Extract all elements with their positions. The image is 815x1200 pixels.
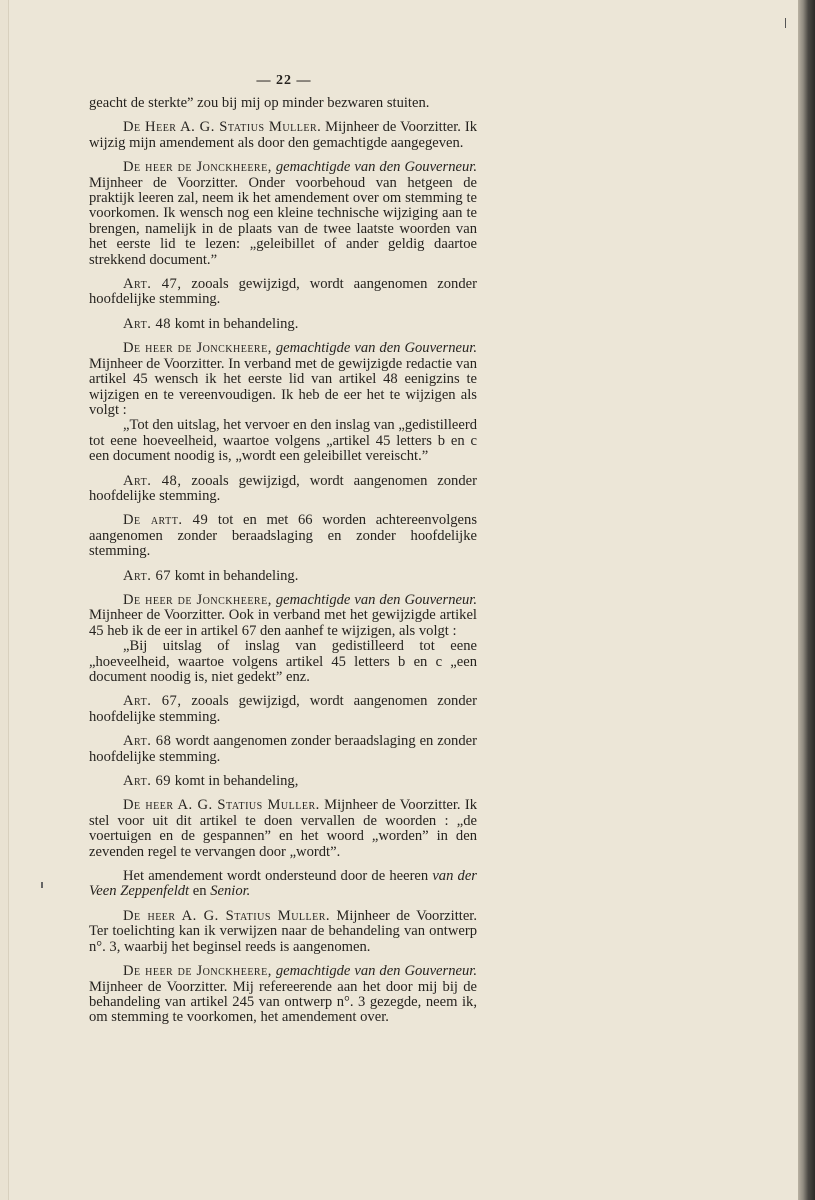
paragraph: Art. 67, zooals gewijzigd, wordt aangenomen zonder hoofdelijke stemming. [89,693,477,725]
quoted-text: „Bij uitslag of inslag van gedistilleerd tot eene „hoeveelheid, waartoe volgens artikel 45 letters b en c „een document noodig is, niet gedekt” enz. [89,638,477,685]
paragraph: Art. 48 komt in behandeling. [123,315,299,332]
paragraph: Art. 68 wordt aangenomen zonder beraadslaging en zonder hoofdelijke stemming. [89,733,477,765]
speaker-role: gemachtigde van den Gouverneur. [271,340,477,357]
paragraph: De heer de Jonckheere, gemachtigde van den Gouverneur. Mijnheer de Voorzitter. Mij refereerende aan het door mij bij de behandeling van artikel 245 van ontwerp n°. 3 gezegde, neem ik, om stemming te voorkomen, het amendement over. [89,963,477,1026]
speaker: De heer de Jonckheere, [123,591,272,608]
article-ref: De artt. 49 [123,512,209,529]
speaker: De heer de Jonckheere, [123,963,272,980]
speaker: De heer de Jonckheere, [123,340,272,357]
corner-mark [785,18,786,28]
book-spine-edge [798,0,815,1200]
speaker: De heer A. G. Statius Muller. [123,907,331,924]
article-ref: Art. 48 [123,315,172,332]
paragraph: Art. 47, zooals gewijzigd, wordt aangenomen zonder hoofdelijke stemming. [89,276,477,308]
paragraph: geacht de sterkte” zou bij mij op minder bezwaren stuiten. [89,95,430,111]
paragraph: Art. 67 komt in behandeling. [123,567,299,584]
article-ref: Art. 69 [123,773,172,790]
speaker-role: gemachtigde van den Gouverneur. [271,591,477,608]
member-names: Senior. [206,883,251,900]
paragraph: De Heer A. G. Statius Muller. Mijnheer de Voorzitter. Ik wijzig mijn amendement als door den gemachtigde aangegeven. [89,119,477,151]
margin-mark [41,882,43,888]
member-names: van der Veen Zeppenfeldt [89,868,477,900]
page-number: — 22 — [256,73,312,88]
article-ref: Art. 67, [123,693,182,710]
paragraph: De heer de Jonckheere, gemachtigde van den Gouverneur. Mijnheer de Voorzitter. In verband met de gewijzigde redactie van artikel 45 wensch ik het eerste lid van artikel 48 eenigzins te wijzigen en te vereenvoudigen. Ik heb de eer het te wijzigen als volgt : [89,340,477,418]
paragraph: De heer A. G. Statius Muller. Mijnheer de Voorzitter. Ter toelichting kan ik verwijzen naar de behandeling van ontwerp n°. 3, waarbij het beginsel reeds is aangenomen. [89,907,477,955]
paragraph: Het amendement wordt ondersteund door de heeren van der Veen Zeppenfeldt en Senior. [89,868,477,900]
article-ref: Art. 68 [123,733,172,750]
speaker: De heer A. G. Statius Muller. [123,797,320,814]
speaker: De heer de Jonckheere, [123,159,272,176]
speaker: De Heer A. G. Statius Muller. [123,119,322,136]
quoted-text: „Tot den uitslag, het vervoer en den inslag van „gedistilleerd tot eene hoeveelheid, waartoe volgens „artikel 45 letters b en c een document noodig is, „wordt een geleibillet vereischt.” [89,417,477,465]
page-body [89,96,477,1035]
paragraph: De artt. 49 tot en met 66 worden achtereenvolgens aangenomen zonder beraadslaging en zonder hoofdelijke stemming. [89,512,477,560]
paragraph: De heer de Jonckheere, gemachtigde van den Gouverneur. Mijnheer de Voorzitter. Onder voorbehoud van hetgeen de praktijk leeren zal, neem ik het amendement over om stemming te voorkomen. Ik wensch nog een kleine technische wijziging aan te brengen, namelijk in de plaats van de twee laatste woorden van het eerste lid te lezen: „geleibillet of ander geldig daartoe strekkend document.” [89,159,477,268]
paragraph: Art. 48, zooals gewijzigd, wordt aangenomen zonder hoofdelijke stemming. [89,472,477,504]
article-ref: Art. 47, [123,276,182,293]
article-ref: Art. 48, [123,472,182,489]
speaker-role: gemachtigde van den Gouverneur. [271,159,477,176]
article-ref: Art. 67 [123,567,172,584]
paragraph: Art. 69 komt in behandeling, [123,773,299,790]
paragraph: De heer A. G. Statius Muller. Mijnheer de Voorzitter. Ik stel voor uit dit artikel te doen vervallen de woorden : „de voertuigen en de gespannen” en het woord „worden” in den zevenden regel te vervangen door „wordt”. [89,797,478,860]
paragraph: De heer de Jonckheere, gemachtigde van den Gouverneur. Mijnheer de Voorzitter. Ook in verband met het gewijzigde artikel 45 heb ik de eer in artikel 67 den aanhef te wijzigen, als volgt : [89,591,477,639]
book-page [8,0,799,1200]
speaker-role: gemachtigde van den Gouverneur. [271,963,477,980]
